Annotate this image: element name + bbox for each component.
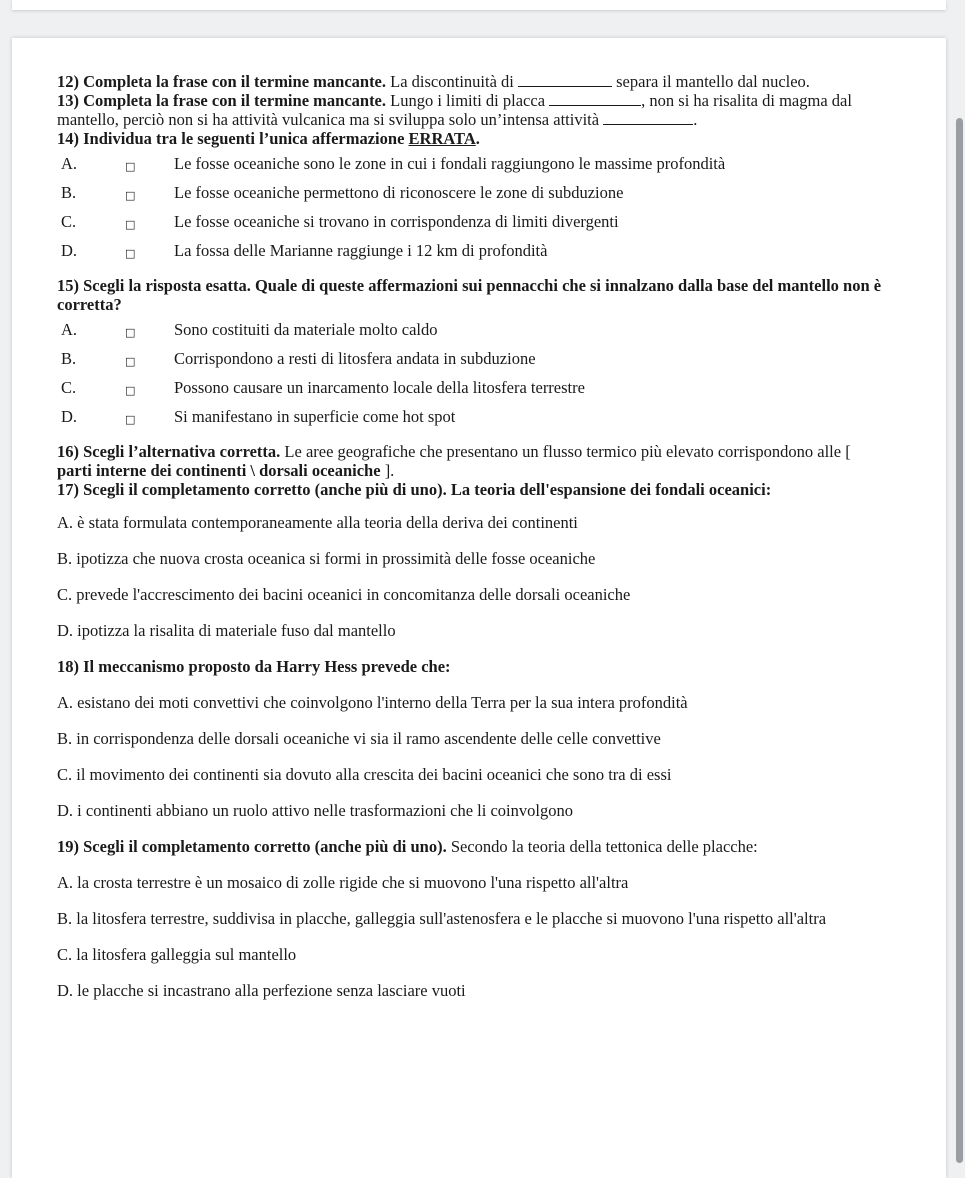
question-14-option-b[interactable] [57, 183, 887, 212]
checkbox-icon[interactable]: □ [125, 218, 136, 231]
checkbox-icon[interactable]: □ [125, 247, 136, 260]
question-14-label-a: 14) Individua tra le seguenti l’unica affermazione [57, 129, 409, 148]
question-19-option-b[interactable]: B. la litosfera terrestre, suddivisa in placche, galleggia sull'astenosfera e le placche si muovono l'una rispetto all'altra [57, 909, 827, 928]
question-13-text-a: Lungo i limiti di placca [386, 91, 550, 110]
question-18-option-a[interactable]: A. esistano dei moti convettivi che coinvolgono l'interno della Terra per la sua intera profondità [57, 693, 688, 712]
question-18-option-c[interactable]: C. il movimento dei continenti sia dovuto alla crescita dei bacini oceanici che sono tra di essi [57, 765, 672, 784]
question-14-label [57, 129, 887, 148]
question-19-option-c[interactable]: C. la litosfera galleggia sul mantello [57, 945, 297, 964]
option-letter: D. [61, 241, 78, 260]
previous-page-edge [12, 0, 946, 10]
question-14-label-c: . [475, 129, 480, 148]
question-19-text: Secondo la teoria della tettonica delle placche: [446, 837, 758, 856]
question-18-option-b[interactable]: B. in corrispondenza delle dorsali oceaniche vi sia il ramo ascendente delle celle convettive [57, 729, 661, 748]
checkbox-icon[interactable]: □ [125, 160, 136, 173]
question-15-option-b[interactable] [57, 349, 887, 378]
question-16 [57, 442, 887, 480]
option-text: Corrispondono a resti di litosfera andata in subduzione [174, 349, 536, 368]
option-text: La fossa delle Marianne raggiunge i 12 km di profondità [174, 241, 548, 260]
option-letter: B. [61, 183, 77, 202]
option-letter: A. [61, 320, 78, 339]
option-letter: C. [61, 378, 77, 397]
question-13 [57, 91, 887, 129]
question-13-text-b: , non si ha risalita di magma dal mantello, perciò non si ha attività vulcanica ma si sviluppa solo un’intensa attività [57, 91, 852, 129]
question-15-option-d[interactable] [57, 407, 887, 436]
question-19-option-a[interactable]: A. la crosta terrestre è un mosaico di zolle rigide che si muovono l'una rispetto all'altra [57, 873, 629, 892]
question-19-option-d[interactable]: D. le placche si incastrano alla perfezione senza lasciare vuoti [57, 981, 466, 1000]
question-12 [57, 72, 887, 91]
question-17-option-c[interactable]: C. prevede l'accrescimento dei bacini oceanici in concomitanza delle dorsali oceaniche [57, 585, 631, 604]
option-text: Sono costituiti da materiale molto caldo [174, 320, 438, 339]
question-18-option-d[interactable]: D. i continenti abbiano un ruolo attivo nelle trasformazioni che li coinvolgono [57, 801, 573, 820]
checkbox-icon[interactable]: □ [125, 326, 136, 339]
question-13-blank-2[interactable] [603, 110, 693, 125]
question-14-option-d[interactable] [57, 241, 887, 270]
question-14-options [57, 154, 887, 270]
option-text: Le fosse oceaniche sono le zone in cui i fondali raggiungono le massime profondità [174, 154, 726, 173]
question-16-text-b: ]. [380, 461, 395, 480]
question-14-label-errata: ERRATA [408, 129, 476, 148]
question-13-blank-1[interactable] [549, 91, 641, 106]
question-15-option-c[interactable] [57, 378, 887, 407]
question-19-label: 19) Scegli il completamento corretto (anche più di uno). [57, 837, 447, 856]
option-letter: D. [61, 407, 78, 426]
option-text: Si manifestano in superficie come hot spot [174, 407, 456, 426]
question-14-option-a[interactable] [57, 154, 887, 183]
question-12-label: 12) Completa la frase con il termine mancante. [57, 72, 387, 91]
option-letter: B. [61, 349, 77, 368]
question-14-option-c[interactable] [57, 212, 887, 241]
scrollbar[interactable] [956, 118, 963, 1163]
question-16-label: 16) Scegli l’alternativa corretta. [57, 442, 281, 461]
question-12-blank[interactable] [518, 72, 612, 87]
question-12-text-a: La discontinuità di [386, 72, 518, 91]
option-text: Possono causare un inarcamento locale della litosfera terrestre [174, 378, 585, 397]
question-15-label: 15) Scegli la risposta esatta. Quale di queste affermazioni sui pennacchi che si innalzano dalla base del mantello non è corretta? [57, 276, 882, 314]
question-17-option-d[interactable]: D. ipotizza la risalita di materiale fuso dal mantello [57, 621, 396, 640]
question-13-text-c: . [693, 110, 698, 129]
question-17-option-a[interactable]: A. è stata formulata contemporaneamente alla teoria della deriva dei continenti [57, 513, 578, 532]
question-13-label: 13) Completa la frase con il termine mancante. [57, 91, 387, 110]
document-page [12, 38, 946, 1178]
question-12-text-b: separa il mantello dal nucleo. [612, 72, 810, 91]
question-17-option-b[interactable]: B. ipotizza che nuova crosta oceanica si formi in prossimità delle fosse oceaniche [57, 549, 596, 568]
checkbox-icon[interactable]: □ [125, 355, 136, 368]
question-15-option-a[interactable] [57, 320, 887, 349]
checkbox-icon[interactable]: □ [125, 189, 136, 202]
question-16-choice[interactable]: parti interne dei continenti \ dorsali oceaniche [57, 461, 381, 480]
option-text: Le fosse oceaniche si trovano in corrispondenza di limiti divergenti [174, 212, 619, 231]
question-18-label: 18) Il meccanismo proposto da Harry Hess prevede che: [57, 657, 451, 676]
page-content [57, 72, 887, 1000]
question-17-label: 17) Scegli il completamento corretto (anche più di uno). La teoria dell'espansione dei fondali oceanici: [57, 480, 772, 499]
option-letter: A. [61, 154, 78, 173]
option-text: Le fosse oceaniche permettono di riconoscere le zone di subduzione [174, 183, 624, 202]
question-15-options [57, 320, 887, 436]
question-19 [57, 837, 887, 856]
checkbox-icon[interactable]: □ [125, 384, 136, 397]
question-16-text-a: Le aree geografiche che presentano un flusso termico più elevato corrispondono alle [ [280, 442, 851, 461]
checkbox-icon[interactable]: □ [125, 413, 136, 426]
option-letter: C. [61, 212, 77, 231]
